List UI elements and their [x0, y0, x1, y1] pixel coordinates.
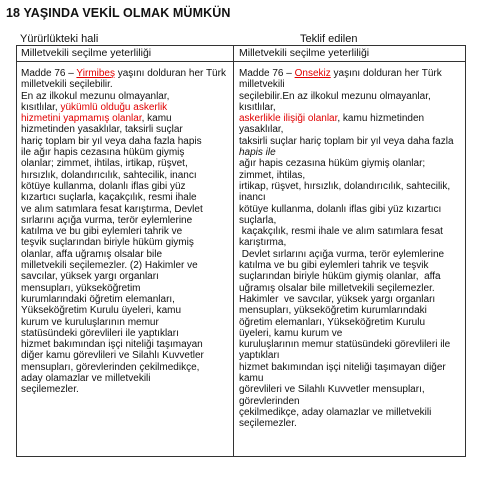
current-version-header: Yürürlükteki hali — [20, 33, 99, 45]
column-divider — [233, 46, 234, 456]
text-run: yükümlü olduğu askerlik hizmetini yapmamış olanlar — [21, 101, 168, 125]
text-run: yaşını dolduran her Türk milletvekili seçilebilir. En az ilkokul mezunu olmayanlar, kısıtlılar, — [21, 68, 226, 113]
proposed-article-text — [239, 68, 464, 430]
text-run: Madde 76 – — [239, 68, 295, 79]
text-run: yaşını dolduran her Türk milletvekili seçilebilir.En az ilkokul mezunu olmayanlar, kısıtlılar, — [239, 68, 442, 113]
text-run: Onsekiz — [294, 68, 331, 79]
text-run: , kamu hizmetinden yasaklılar, taksirli suçlar hariç toplam bir yıl veya daha fazla hapis ile ağır hapis cezasına hüküm giymiş olanlar; zimmet, ihtilas, irtikap, rüşvet, hırsızlık, dolandırıcılık, sahtecilik, inancı kötüye kullanma, dolanlı iflas gibi yüz kızartıcı suçlarla, kaçakçılık, resmi ihale ve alım satımlara fesat karıştırma, Devlet sırlarını açığa vurma, terör eylemlerine katılma ve bu gibi eylemleri tahrik ve teşvik suçlarından biriyle hüküm giymiş olanlar, affa uğramış olsalar bile milletvekili seçilemezler. (2) Hakimler ve savcılar, yüksek yargı organları mensupları, yükseköğretim kurumlarındaki öğretim elemanları, Yükseköğretim Kurulu üyeleri, kamu kurum ve kuruluşlarının memur statüsündeki görevlileri ile yaptıkları hizmet bakımından işçi niteliği taşımayan diğer kamu görevlileri ve Silahlı Kuvvetler mensupları, görevlerinden çekilmedikçe, aday olamazlar ve milletvekili seçilemezler. — [21, 113, 204, 396]
text-run: askerlikle ilişiği olanlar — [239, 113, 338, 125]
proposed-version-header: Teklif edilen — [300, 33, 358, 45]
text-run: hapis ile — [239, 147, 276, 159]
text-run: ağır hapis cezasına hüküm giymiş olanlar; zimmet, ihtilas, irtikap, rüşvet, hırsızlık, dolandırıcılık, sahtecilik, inancı kötüye kullanma, dolanlı iflas gibi yüz kızartıcı suçlarla, kaçakçılık, resmi ihale ve alım satımlara fesat karıştırma, Devlet sırlarını açığa vurma, terör eylemlerine katılma ve bu gibi eylemleri tahrik ve teşvik suçlarından biriyle hüküm giymiş olanlar, affa uğramış olsalar bile milletvekili seçilemezler. Hakimler ve savcılar, yüksek yargı organları mensupları, yükseköğretim kurumlarındaki öğretim elemanları, Yükseköğretim Kurulu üyeleri, kamu kurum ve kuruluşlarının memur statüsündeki görevlileri ile yaptıkları hizmet bakımından işçi niteliği taşımayan diğer kamu görevlileri ve Silahlı Kuvvetler mensupları, görevlerinden çekilmedikçe, aday olamazlar ve milletvekili seçilemezler. — [239, 158, 451, 430]
comparison-table — [16, 45, 466, 457]
current-article-text — [21, 68, 231, 396]
right-cell-header: Milletvekili seçilme yeterliliği — [239, 47, 370, 59]
page-title: 18 YAŞINDA VEKİL OLMAK MÜMKÜN — [6, 6, 231, 20]
row-divider — [17, 61, 465, 62]
text-run: , kamu hizmetinden yasaklılar, taksirli suçlar hariç toplam bir yıl veya daha fazla — [239, 113, 454, 147]
text-run: Madde 76 – — [21, 68, 77, 79]
text-run: Yirmibeş — [76, 68, 115, 79]
left-cell-header: Milletvekili seçilme yeterliliği — [21, 47, 152, 59]
